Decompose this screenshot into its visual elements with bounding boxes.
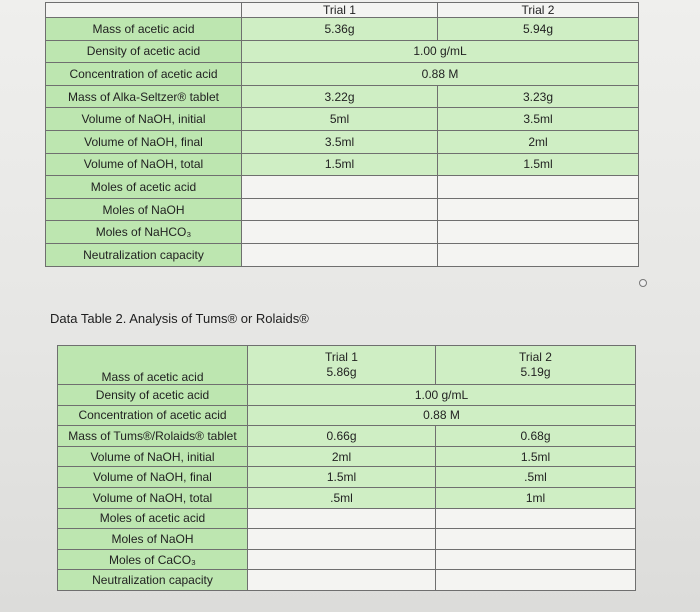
- row-label: Mass of Tums®/Rolaids® tablet: [58, 426, 248, 447]
- table-row: [46, 243, 639, 266]
- row-label: Moles of NaOH: [46, 198, 242, 221]
- trial-1-value: 5.36g: [242, 18, 438, 41]
- trial-2-header: Trial 2: [438, 3, 639, 18]
- trial-2-value: [436, 549, 636, 570]
- table-row: [46, 153, 639, 176]
- trial-1-value: 3.22g: [242, 85, 438, 108]
- row-label: Density of acetic acid: [58, 385, 248, 406]
- trial-2-header-title: Trial 2: [519, 350, 552, 364]
- row-label: Neutralization capacity: [46, 243, 242, 266]
- trial-1-value: .5ml: [248, 487, 436, 508]
- table-2-caption: Data Table 2. Analysis of Tums® or Rolaids®: [50, 311, 309, 326]
- header-row: [46, 3, 639, 18]
- row-label: Moles of acetic acid: [58, 508, 248, 529]
- shared-value-cell: 1.00 g/mL: [242, 40, 639, 63]
- row-label: Density of acetic acid: [46, 40, 242, 63]
- trial-1-value: [248, 570, 436, 591]
- trial-1-header-mass: 5.86g: [326, 365, 357, 379]
- row-label: Mass of acetic acid: [46, 18, 242, 41]
- trial-1-value: 1.5ml: [248, 467, 436, 488]
- table-row: [46, 18, 639, 41]
- trial-1-header: Trial 1: [242, 3, 438, 18]
- trial-2-value: [438, 221, 639, 244]
- trial-2-value: 3.23g: [438, 85, 639, 108]
- row-label: Volume of NaOH, total: [46, 153, 242, 176]
- table-row: [58, 570, 636, 591]
- trial-1-value: [242, 243, 438, 266]
- trial-2-value: 1.5ml: [438, 153, 639, 176]
- shared-value-cell: 0.88 M: [242, 63, 639, 86]
- table-row: [58, 487, 636, 508]
- header-label-cell: [46, 3, 242, 18]
- trial-1-value: [248, 549, 436, 570]
- trial-1-value: [242, 198, 438, 221]
- trial-2-value: 2ml: [438, 130, 639, 153]
- table-row: [46, 221, 639, 244]
- row-label: Moles of CaCO₃: [58, 549, 248, 570]
- table-row: [58, 426, 636, 447]
- header-row: [58, 346, 636, 385]
- table-row: [46, 130, 639, 153]
- trial-2-value: [436, 508, 636, 529]
- trial-2-value: [438, 198, 639, 221]
- trial-2-value: [436, 529, 636, 550]
- row-label: Mass of Alka-Seltzer® tablet: [46, 85, 242, 108]
- trial-1-value: 5ml: [242, 108, 438, 131]
- trial-2-value: .5ml: [436, 467, 636, 488]
- trial-2-value: [436, 570, 636, 591]
- row-label: Volume of NaOH, initial: [46, 108, 242, 131]
- trial-1-value: 1.5ml: [242, 153, 438, 176]
- circle-marker: [639, 279, 647, 287]
- trial-2-value: [438, 243, 639, 266]
- table-row: [58, 508, 636, 529]
- row-label: Neutralization capacity: [58, 570, 248, 591]
- trial-1-value: [242, 221, 438, 244]
- table-row: [46, 108, 639, 131]
- trial-2-value: 1ml: [436, 487, 636, 508]
- trial-2-value: 5.94g: [438, 18, 639, 41]
- trial-2-value: [438, 176, 639, 199]
- trial-1-value: 2ml: [248, 446, 436, 467]
- trial-2-header: [436, 346, 636, 385]
- row-label: Concentration of acetic acid: [58, 405, 248, 426]
- row-label: Moles of NaHCO₃: [46, 221, 242, 244]
- shared-value-cell: 0.88 M: [248, 405, 636, 426]
- table-row: [58, 529, 636, 550]
- trial-1-header-title: Trial 1: [325, 350, 358, 364]
- table-row: [46, 63, 639, 86]
- trial-1-value: 3.5ml: [242, 130, 438, 153]
- row-label: Volume of NaOH, final: [58, 467, 248, 488]
- data-table-2: [57, 345, 636, 591]
- table-row: [46, 40, 639, 63]
- table-row: [58, 467, 636, 488]
- table-row: [46, 176, 639, 199]
- trial-1-value: [248, 508, 436, 529]
- trial-1-header: [248, 346, 436, 385]
- trial-2-value: 3.5ml: [438, 108, 639, 131]
- shared-value-cell: 1.00 g/mL: [248, 385, 636, 406]
- table-row: [58, 549, 636, 570]
- row-label: Volume of NaOH, total: [58, 487, 248, 508]
- data-table-1: [45, 2, 639, 267]
- trial-1-value: [242, 176, 438, 199]
- table-row: [58, 446, 636, 467]
- row-label: Volume of NaOH, final: [46, 130, 242, 153]
- trial-1-value: 0.66g: [248, 426, 436, 447]
- table-row: [46, 85, 639, 108]
- row-label: Volume of NaOH, initial: [58, 446, 248, 467]
- row-label: Moles of acetic acid: [46, 176, 242, 199]
- trial-1-value: [248, 529, 436, 550]
- row-label: Concentration of acetic acid: [46, 63, 242, 86]
- trial-2-value: 0.68g: [436, 426, 636, 447]
- row-label: Moles of NaOH: [58, 529, 248, 550]
- trial-2-header-mass: 5.19g: [520, 365, 551, 379]
- table-row: [58, 385, 636, 406]
- table-row: [58, 405, 636, 426]
- table-row: [46, 198, 639, 221]
- row-label: Mass of acetic acid: [58, 346, 248, 385]
- trial-2-value: 1.5ml: [436, 446, 636, 467]
